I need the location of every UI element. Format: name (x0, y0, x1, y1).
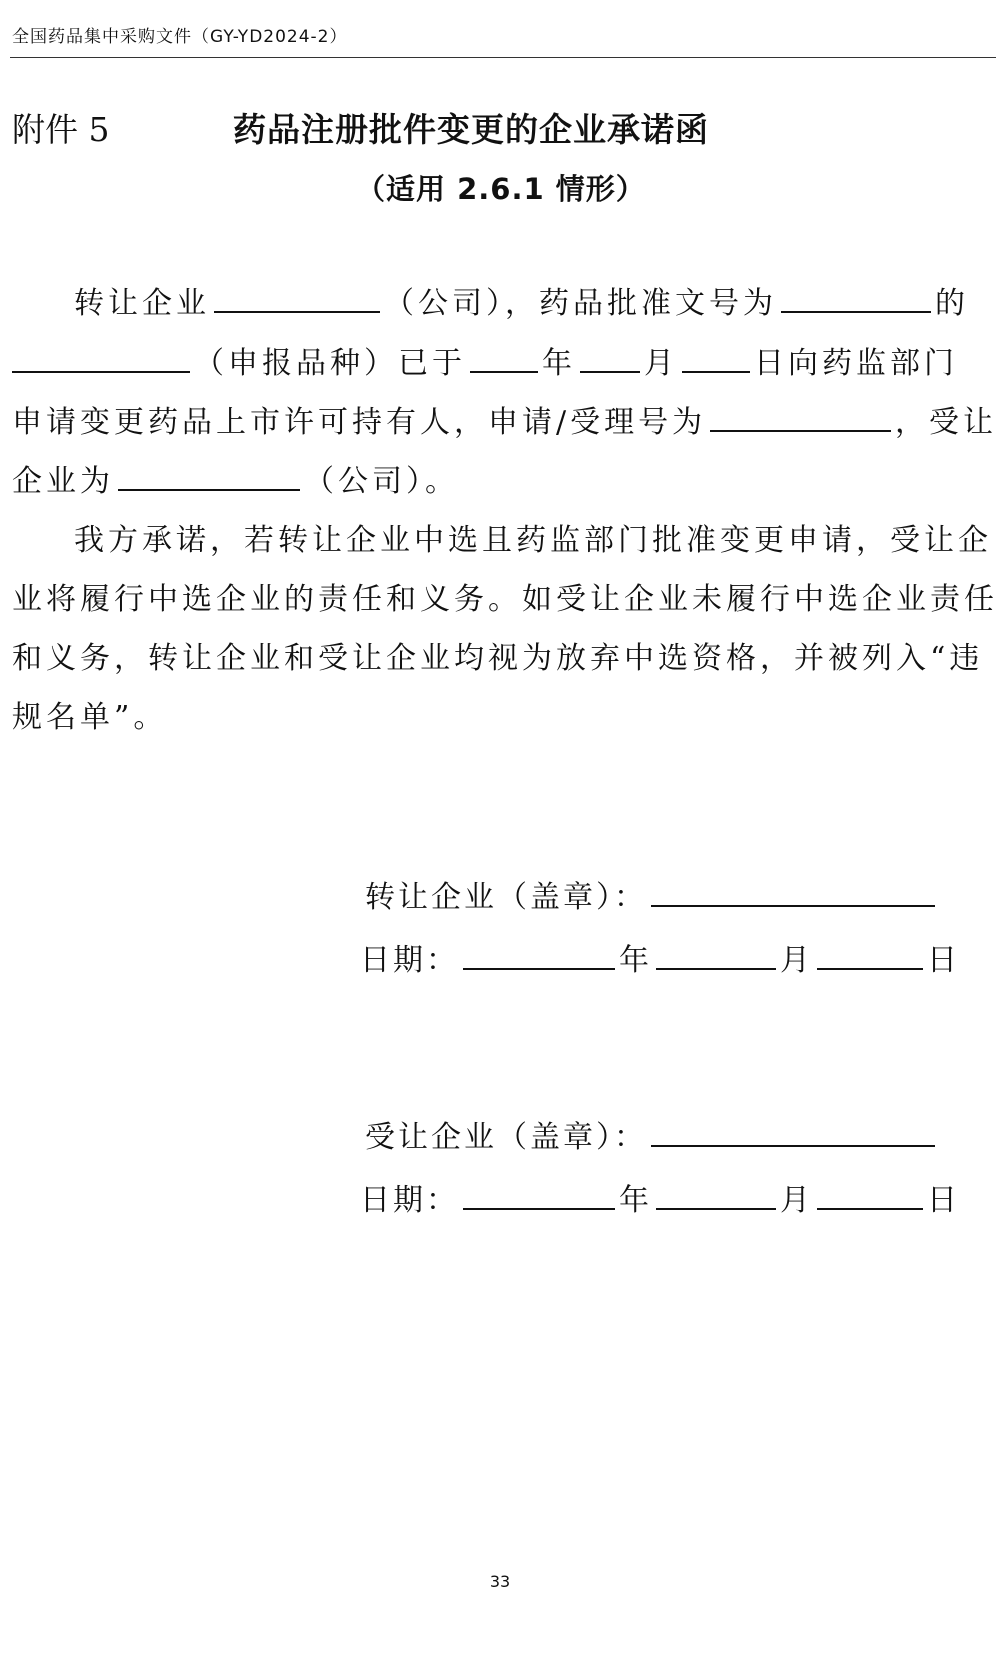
sign2-year-blank[interactable] (463, 1182, 615, 1210)
para1-text: ，受让 (895, 405, 997, 440)
para1-text: 月 (644, 346, 678, 381)
sign2-row (365, 1112, 939, 1156)
sign1-date-row (360, 935, 960, 979)
document-header: 全国药品集中采购文件（GY-YD2024-2） (12, 27, 348, 47)
para2-text: 业将履行中选企业的责任和义务。如受让企业未履行中选企业责任 (12, 582, 998, 617)
sign2-month-blank[interactable] (656, 1182, 776, 1210)
para1-text: 的 (935, 286, 969, 321)
page-subtitle: （适用 2.6.1 情形） (356, 172, 646, 206)
sign2-date-row (360, 1175, 960, 1219)
year-blank[interactable] (470, 345, 538, 373)
para1-line1 (12, 278, 997, 322)
year-label: 年 (619, 943, 652, 978)
para2-text: 规名单”。 (12, 700, 168, 735)
para1-text: 年 (542, 346, 576, 381)
transfer-company-blank[interactable] (214, 285, 380, 313)
sign2-day-blank[interactable] (817, 1182, 923, 1210)
para1-text: 转让企业 (74, 286, 210, 321)
sign1-seal-blank[interactable] (651, 879, 935, 907)
para1-line3 (12, 397, 997, 441)
day-label: 日 (927, 1183, 960, 1218)
transferee-company-blank[interactable] (118, 463, 300, 491)
product-blank[interactable] (12, 345, 190, 373)
page-title: 药品注册批件变更的企业承诺函 (233, 110, 709, 149)
day-label: 日 (927, 943, 960, 978)
para2-line4 (12, 692, 997, 736)
month-label: 月 (780, 943, 813, 978)
sign2-label: 受让企业（盖章）： (365, 1120, 647, 1155)
application-number-blank[interactable] (710, 404, 891, 432)
para1-line4 (12, 456, 997, 500)
header-rule (10, 57, 996, 58)
sign1-day-blank[interactable] (817, 942, 923, 970)
approval-number-blank[interactable] (781, 285, 931, 313)
para2-line1 (12, 515, 997, 559)
para1-text: 申请变更药品上市许可持有人，申请/受理号为 (12, 405, 707, 440)
para2-text: 我方承诺，若转让企业中选且药监部门批准变更申请，受让企 (74, 523, 992, 558)
para1-text: （公司），药品批准文号为 (384, 286, 777, 321)
para2-line2 (12, 574, 997, 618)
para1-text: 企业为 (12, 464, 114, 499)
day-blank[interactable] (682, 345, 750, 373)
sign1-year-blank[interactable] (463, 942, 615, 970)
month-blank[interactable] (580, 345, 640, 373)
annex-label: 附件 5 (12, 110, 110, 149)
para2-text: 和义务，转让企业和受让企业均视为放弃中选资格，并被列入“违 (12, 641, 984, 676)
date-label: 日期： (360, 1183, 459, 1218)
para1-text: 日向药监部门 (754, 346, 958, 381)
sign1-row (365, 872, 939, 916)
sign1-month-blank[interactable] (656, 942, 776, 970)
para2-line3 (12, 633, 997, 677)
para1-line2 (12, 338, 997, 382)
para1-text: （公司）。 (304, 464, 459, 499)
para1-text: （申报品种）已于 (194, 346, 466, 381)
month-label: 月 (780, 1183, 813, 1218)
date-label: 日期： (360, 943, 459, 978)
sign1-label: 转让企业（盖章）： (365, 880, 647, 915)
sign2-seal-blank[interactable] (651, 1119, 935, 1147)
page-number: 33 (489, 1572, 511, 1591)
year-label: 年 (619, 1183, 652, 1218)
